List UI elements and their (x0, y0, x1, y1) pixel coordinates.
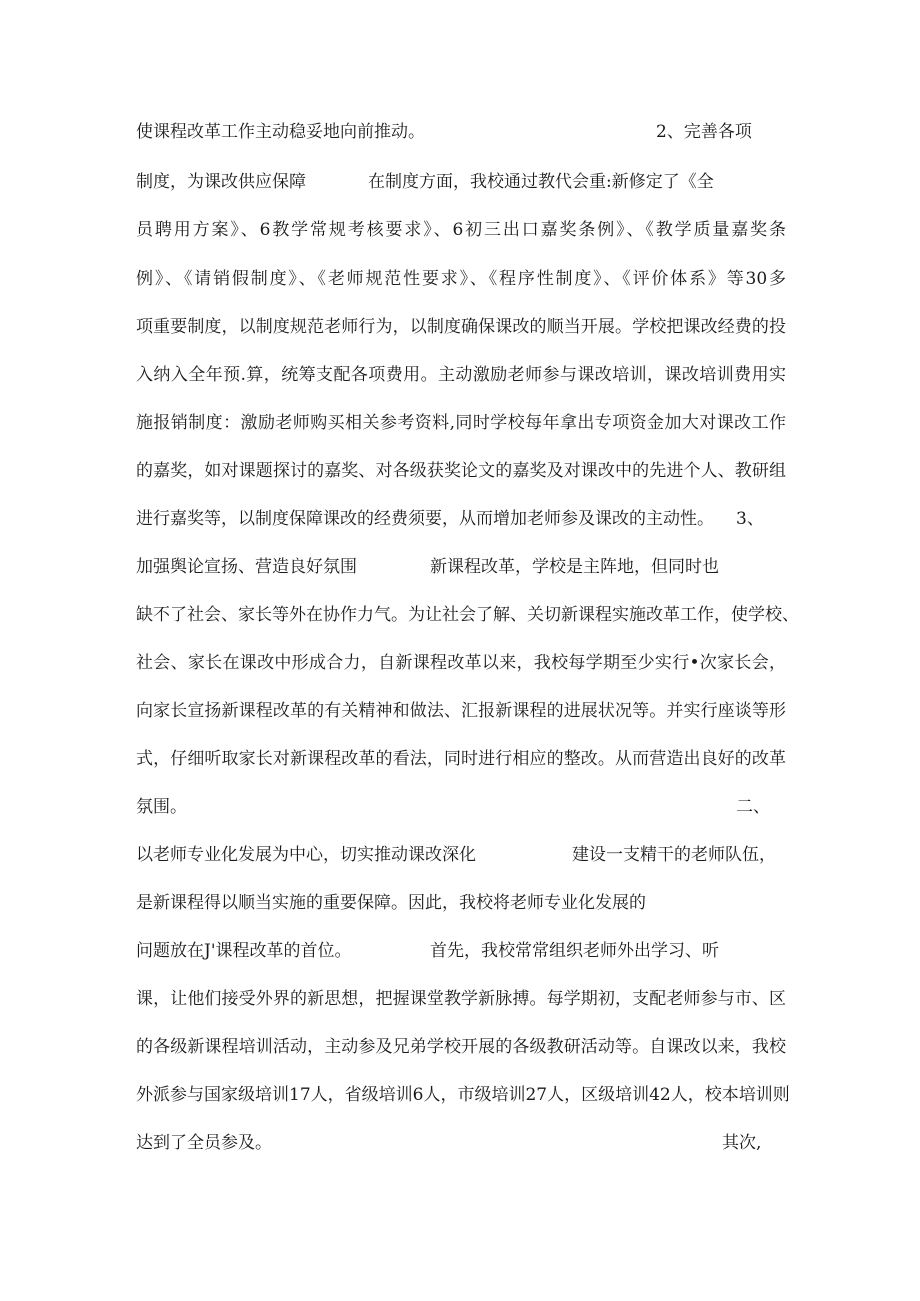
text-line: 课，让他们接受外界的新思想，把握课堂教学新脉搏。每学期初，支配老师参与市、区 (136, 989, 786, 1009)
text-line: 员聘用方案》、6教学常规考核要求》、6初三出口嘉奖条例》、《教学质量嘉奖条 (136, 220, 786, 240)
text-line: 式，仔细听取家长对新课程改革的看法，同时进行相应的整改。从而营造出良好的改革 (136, 749, 786, 769)
text-segment: 氛围。 (136, 797, 187, 817)
text-segment: 首先，我校常常组织老师外出学习、听 (430, 941, 719, 961)
text-segment: 其次, (722, 1133, 762, 1153)
text-line: 的嘉奖，如对课题探讨的嘉奖、对各级获奖论文的嘉奖及对课改中的先进个人、教研组 (136, 461, 786, 481)
text-segment: 新课程改革，学校是主阵地，但同时也 (430, 557, 719, 577)
text-line: 缺不了社会、家长等外在协作力气。为让社会了解、关切新课程实施改革工作，使学校、 (136, 605, 799, 625)
text-segment: 建设一支精干的老师队伍， (572, 845, 776, 865)
section-heading: 制度，为课改供应保障 (136, 172, 306, 192)
section-heading: 以老师专业化发展为中心，切实推动课改深化 (136, 845, 476, 865)
text-segment: 进行嘉奖等，以制度保障课改的经费须要，从而增加老师参及课改的主动性。 (136, 509, 714, 529)
section-heading: 加强舆论宣扬、营造良好氛围 (136, 557, 357, 577)
text-segment: 使课程改革工作主动稳妥地向前推动。 (136, 122, 425, 142)
text-segment: 问题放在J'课程改革的首位。 (136, 941, 352, 961)
text-line: 社会、家长在课改中形成合力，自新课程改革以来，我校每学期至少实行•次家长会， (136, 653, 786, 673)
text-line: 入纳入全年预.算，统筹支配各项费用。主动激励老师参与课改培训，课改培训费用实 (136, 365, 786, 385)
text-line: 外派参与国家级培训17人，省级培训6人，市级培训27人，区级培训42人，校本培训则 (136, 1085, 790, 1105)
section-number: 二、 (736, 797, 770, 817)
text-line: 的各级新课程培训活动，主动参及兄弟学校开展的各级教研活动等。自课改以来，我校 (136, 1037, 786, 1057)
text-segment: 是新课程得以顺当实施的重要保障。因此，我校将老师专业化发展的 (136, 893, 646, 913)
section-heading: 2、完善各项 (656, 122, 752, 142)
text-segment: 在制度方面，我校通过教代会重:新修定了《全 (368, 172, 714, 192)
text-line: 施报销制度：激励老师购买相关参考资料,同时学校每年拿出专项资金加大对课改工作 (136, 413, 786, 433)
text-line: 例》、《请销假制度》、《老师规范性要求》、《程序性制度》、《评价体系》等30多 (136, 269, 786, 289)
text-line: 向家长宣扬新课程改革的有关精神和做法、汇报新课程的进展状况等。并实行座谈等形 (136, 701, 786, 721)
text-line: 项重要制度，以制度规范老师行为，以制度确保课改的顺当开展。学校把课改经费的投 (136, 317, 786, 337)
section-number: 3、 (736, 509, 764, 529)
text-segment: 达到了全员参及。 (136, 1133, 272, 1153)
